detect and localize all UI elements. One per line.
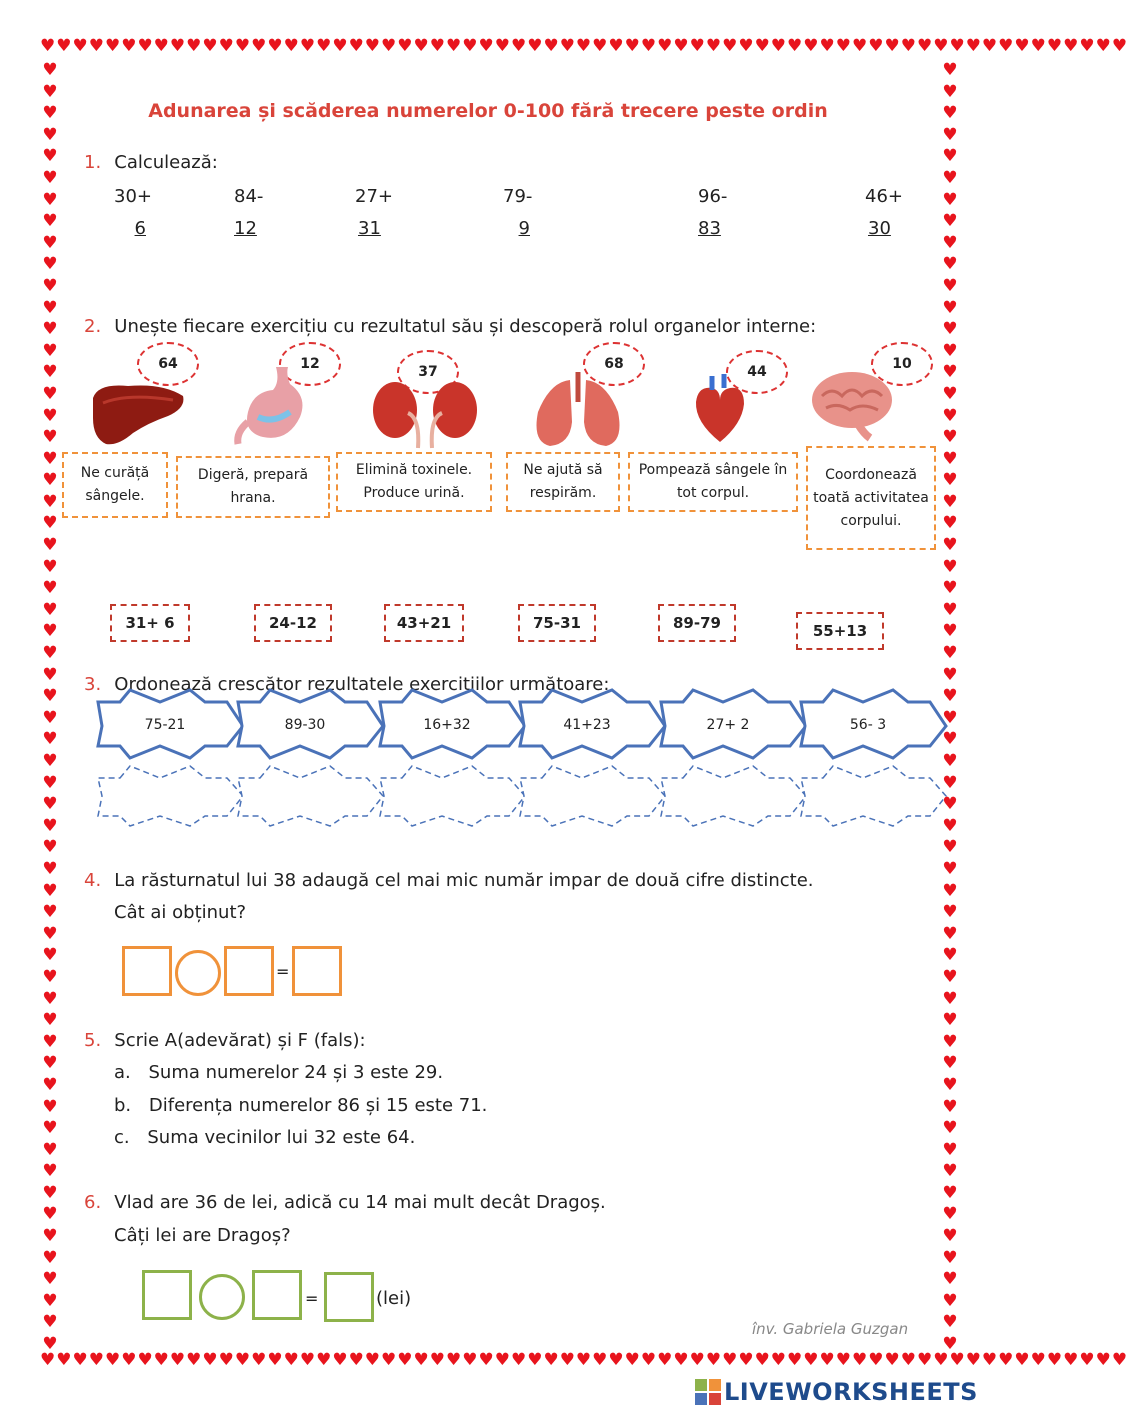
q6-equals-sign: = bbox=[305, 1289, 319, 1308]
question-2-header bbox=[84, 316, 816, 337]
liveworksheets-icon bbox=[695, 1379, 721, 1405]
question-5-header bbox=[84, 1030, 366, 1051]
tf-item-c[interactable] bbox=[114, 1127, 415, 1148]
question-text: Unește fiecare exercițiu cu rezultatul său și descoperă rolul organelor interne: bbox=[114, 316, 817, 337]
answer-input-5[interactable] bbox=[683, 776, 793, 816]
lungs-icon bbox=[530, 372, 626, 448]
calc-op-4-top: 79- bbox=[503, 186, 533, 207]
exercise-box-2[interactable]: 24-12 bbox=[254, 604, 332, 642]
organ-description-1: Ne curăță sângele. bbox=[62, 452, 168, 518]
kidneys-icon bbox=[370, 378, 480, 448]
q4-result-box[interactable] bbox=[292, 946, 342, 996]
result-bubble-5[interactable]: 44 bbox=[726, 350, 788, 394]
liver-icon bbox=[88, 378, 188, 448]
star-exercise-6: 56- 3 bbox=[849, 717, 887, 733]
page-title: Adunarea și scăderea numerelor 0-100 fără trecere peste ordin bbox=[148, 100, 828, 122]
calc-op-2-top: 84- bbox=[234, 186, 264, 207]
result-bubble-1[interactable]: 64 bbox=[137, 342, 199, 386]
heart-icon bbox=[690, 372, 750, 448]
tf-item-letter: a. bbox=[114, 1062, 131, 1083]
result-bubble-3[interactable]: 37 bbox=[397, 350, 459, 394]
question-text: Ordonează crescător rezultatele exercițiilor următoare: bbox=[114, 674, 610, 695]
question-4-subtext: Cât ai obținut? bbox=[114, 902, 247, 923]
q4-equals-sign: = bbox=[276, 962, 290, 981]
heart-border-left: ♥♥♥♥♥♥♥♥♥♥♥♥♥♥♥♥♥♥♥♥♥♥♥♥♥♥♥♥♥♥♥♥♥♥♥♥♥♥♥♥♥♥♥♥♥♥♥♥♥♥♥♥♥♥♥♥♥♥♥♥ bbox=[42, 60, 58, 1355]
organ-description-6: Coordonează toată activitatea corpului. bbox=[806, 446, 936, 550]
question-number: 1. bbox=[84, 152, 102, 173]
heart-border-top: ♥♥♥♥♥♥♥♥♥♥♥♥♥♥♥♥♥♥♥♥♥♥♥♥♥♥♥♥♥♥♥♥♥♥♥♥♥♥♥♥♥♥♥♥♥♥♥♥♥♥♥♥♥♥♥♥♥♥♥♥♥♥♥♥♥♥♥ bbox=[40, 36, 1128, 56]
brain-icon bbox=[808, 368, 898, 440]
question-number: 4. bbox=[84, 870, 102, 891]
organ-description-3: Elimină toxinele. Produce urină. bbox=[336, 452, 492, 512]
heart-border-right: ♥♥♥♥♥♥♥♥♥♥♥♥♥♥♥♥♥♥♥♥♥♥♥♥♥♥♥♥♥♥♥♥♥♥♥♥♥♥♥♥♥♥♥♥♥♥♥♥♥♥♥♥♥♥♥♥♥♥♥♥ bbox=[942, 60, 958, 1355]
result-bubble-4[interactable]: 68 bbox=[583, 342, 645, 386]
result-bubble-6[interactable]: 10 bbox=[871, 342, 933, 386]
question-4-header bbox=[84, 870, 814, 891]
organ-description-4: Ne ajută să respirăm. bbox=[506, 452, 620, 512]
question-text: La răsturnatul lui 38 adaugă cel mai mic număr impar de două cifre distincte. bbox=[114, 870, 814, 891]
question-number: 5. bbox=[84, 1030, 102, 1051]
q4-input-box-1[interactable] bbox=[122, 946, 172, 996]
tf-item-letter: c. bbox=[114, 1127, 130, 1148]
calc-op-5-top: 96- bbox=[698, 186, 728, 207]
question-6-subtext: Câți lei are Dragoș? bbox=[114, 1225, 291, 1246]
question-number: 6. bbox=[84, 1192, 102, 1213]
answer-input-4[interactable] bbox=[542, 776, 652, 816]
question-text: Vlad are 36 de lei, adică cu 14 mai mult decât Dragoș. bbox=[114, 1192, 606, 1213]
q4-input-box-2[interactable] bbox=[224, 946, 274, 996]
answer-input-1[interactable] bbox=[120, 776, 230, 816]
stomach-icon bbox=[228, 362, 308, 447]
star-exercise-2: 89-30 bbox=[284, 717, 326, 733]
calc-op-6-top: 46+ bbox=[865, 186, 903, 207]
calc-op-6-bottom: 30 bbox=[868, 218, 891, 239]
calc-op-3-bottom: 31 bbox=[358, 218, 381, 239]
calc-op-2-bottom: 12 bbox=[234, 218, 257, 239]
star-exercise-3: 16+32 bbox=[423, 717, 471, 733]
star-exercise-1: 75-21 bbox=[144, 717, 186, 733]
tf-item-text: Diferența numerelor 86 și 15 este 71. bbox=[148, 1095, 488, 1116]
calc-op-1-bottom: 6 bbox=[134, 218, 146, 239]
question-1-header bbox=[84, 152, 218, 173]
exercise-box-1[interactable]: 31+ 6 bbox=[110, 604, 190, 642]
liveworksheets-logo bbox=[695, 1378, 978, 1406]
exercise-box-5[interactable]: 89-79 bbox=[658, 604, 736, 642]
exercise-box-6[interactable]: 55+13 bbox=[796, 612, 884, 650]
answer-input-6[interactable] bbox=[823, 776, 933, 816]
calc-op-5-bottom: 83 bbox=[698, 218, 721, 239]
q4-operator-circle[interactable] bbox=[175, 950, 221, 996]
tf-item-b[interactable] bbox=[114, 1095, 487, 1116]
calc-op-4-bottom: 9 bbox=[518, 218, 530, 239]
tf-item-a[interactable] bbox=[114, 1062, 443, 1083]
question-number: 2. bbox=[84, 316, 102, 337]
calc-op-3-top: 27+ bbox=[355, 186, 393, 207]
q6-input-box-2[interactable] bbox=[252, 1270, 302, 1320]
answer-input-2[interactable] bbox=[260, 776, 370, 816]
question-text: Calculează: bbox=[114, 152, 218, 173]
organ-description-5: Pompează sângele în tot corpul. bbox=[628, 452, 798, 512]
star-exercise-4: 41+23 bbox=[563, 717, 611, 733]
tf-item-text: Suma vecinilor lui 32 este 64. bbox=[147, 1127, 416, 1148]
tf-item-text: Suma numerelor 24 și 3 este 29. bbox=[148, 1062, 444, 1083]
author-credit: înv. Gabriela Guzgan bbox=[752, 1320, 909, 1338]
q6-input-box-1[interactable] bbox=[142, 1270, 192, 1320]
question-text: Scrie A(adevărat) și F (fals): bbox=[114, 1030, 366, 1051]
exercise-box-3[interactable]: 43+21 bbox=[384, 604, 464, 642]
result-bubble-2[interactable]: 12 bbox=[279, 342, 341, 386]
q6-result-box[interactable] bbox=[324, 1272, 374, 1322]
liveworksheets-brand: LIVEWORKSHEETS bbox=[724, 1378, 978, 1406]
q6-unit-label: (lei) bbox=[376, 1288, 412, 1309]
exercise-box-4[interactable]: 75-31 bbox=[518, 604, 596, 642]
heart-border-bottom: ♥♥♥♥♥♥♥♥♥♥♥♥♥♥♥♥♥♥♥♥♥♥♥♥♥♥♥♥♥♥♥♥♥♥♥♥♥♥♥♥♥♥♥♥♥♥♥♥♥♥♥♥♥♥♥♥♥♥♥♥♥♥♥♥♥♥♥ bbox=[40, 1350, 1128, 1370]
star-exercise-5: 27+ 2 bbox=[706, 717, 750, 733]
organ-description-2: Digeră, prepară hrana. bbox=[176, 456, 330, 518]
q6-operator-circle[interactable] bbox=[199, 1274, 245, 1320]
calc-op-1-top: 30+ bbox=[114, 186, 152, 207]
question-6-header bbox=[84, 1192, 606, 1213]
tf-item-letter: b. bbox=[114, 1095, 132, 1116]
answer-input-3[interactable] bbox=[402, 776, 512, 816]
question-number: 3. bbox=[84, 674, 102, 695]
